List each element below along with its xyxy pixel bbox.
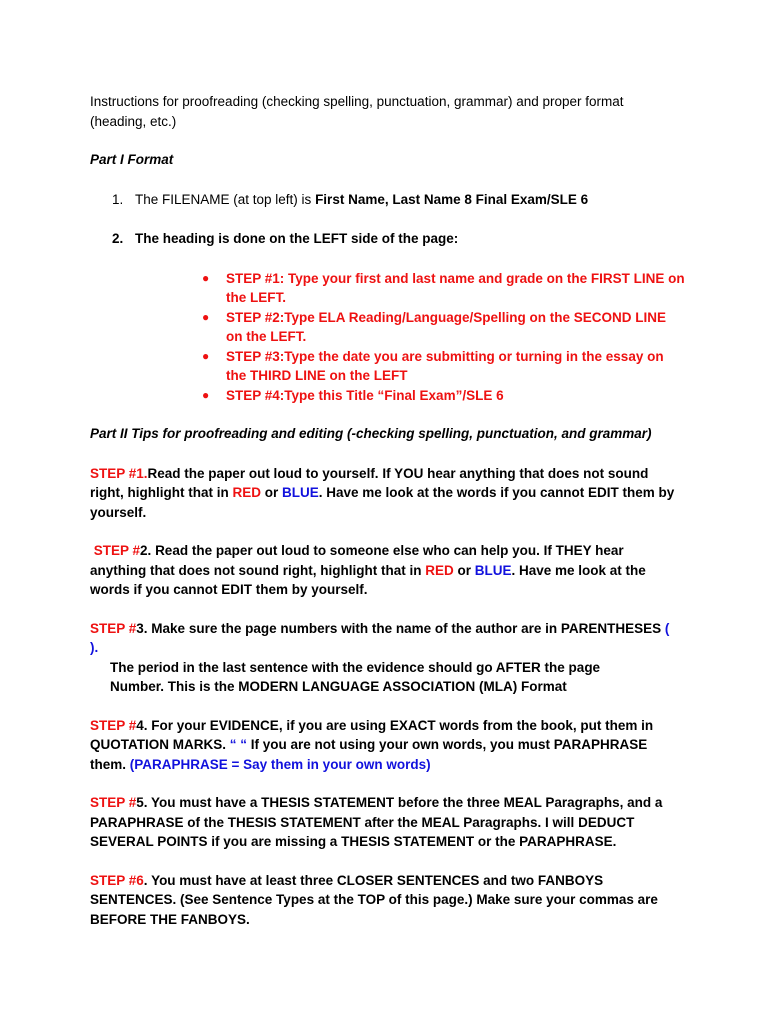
- item-number: 2.: [112, 231, 124, 246]
- step-5-paragraph: STEP #5. You must have a THESIS STATEMENT before the three MEAL Paragraphs, and a PARAPHRASE of the THESIS STATEMENT after the MEAL Paragraphs. I will DEDUCT SEVERAL POINTS if you are missing a THESIS STATEMENT or the PARAPHRASE.: [90, 795, 663, 849]
- filename-prefix: The FILENAME (at top left) is: [135, 191, 316, 207]
- item-number: 1.: [112, 191, 124, 207]
- step-label: STEP #6: [90, 872, 144, 888]
- step-label: STEP #: [90, 717, 137, 733]
- bullet-icon: ●: [202, 348, 210, 363]
- step-label: STEP #: [90, 795, 137, 810]
- list-item: ● STEP #1: Type your first and last name and grade on the FIRST LINE on the LEFT.: [202, 270, 685, 305]
- step-label: STEP #: [90, 620, 137, 636]
- part1-heading: Part I Format: [90, 152, 174, 167]
- heading-instruction: [90, 229, 678, 249]
- bullet-icon: ●: [202, 309, 210, 324]
- heading-instruction-text: The heading is done on the LEFT side of the page:: [135, 231, 459, 246]
- list-item: ● STEP #4:Type this Title “Final Exam”/SLE 6: [90, 386, 686, 406]
- list-item: ● STEP #2:Type ELA Reading/Language/Spelling on the SECOND LINE on the LEFT.: [202, 309, 667, 344]
- step-1-paragraph: STEP #1.Read the paper out loud to yourself. If YOU hear anything that does not sound right, highlight that in RED or BLUE. Have me look at the words if you cannot EDIT them by yourself.: [90, 465, 675, 520]
- step-label: STEP #: [90, 465, 137, 481]
- heading-steps-list: [90, 269, 685, 406]
- filename-instruction: [90, 190, 678, 210]
- step-4-paragraph: STEP #4. For your EVIDENCE, if you are using EXACT words from the book, put them in QUOTATION MARKS. “ “ If you are not using your own words, you must PARAPHRASE them. (PARAPHRASE = Say them in your own words): [90, 717, 654, 772]
- intro-text: Instructions for proofreading (checking spelling, punctuation, grammar) and proper format (heading, etc.): [90, 94, 624, 129]
- part2-heading: Part II Tips for proofreading and editing (-checking spelling, punctuation, and grammar): [90, 426, 652, 441]
- bullet-icon: ●: [202, 270, 210, 285]
- step-3-paragraph: STEP #3. Make sure the page numbers with the name of the author are in PARENTHESES ( ). The period in the last sentence with the evidence should go AFTER the page Number. This is the MODERN LANGUAGE ASSOCIATION (MLA) Format: [90, 620, 670, 694]
- bullet-icon: ●: [202, 387, 210, 402]
- step-6-paragraph: STEP #6. You must have at least three CLOSER SENTENCES and two FANBOYS SENTENCES. (See Sentence Types at the TOP of this page.) Make sure your commas are BEFORE THE FANBOYS.: [90, 872, 658, 927]
- step-label: STEP #: [93, 543, 141, 558]
- step-2-paragraph: STEP #2. Read the paper out loud to someone else who can help you. If THEY hear anything that does not sound right, highlight that in RED or BLUE. Have me look at the words if you cannot EDIT them by yourself.: [90, 543, 646, 597]
- filename-format: First Name, Last Name 8 Final Exam/SLE 6: [315, 191, 589, 207]
- list-item: ● STEP #3:Type the date you are submitting or turning in the essay on the THIRD LINE on the LEFT: [202, 348, 664, 383]
